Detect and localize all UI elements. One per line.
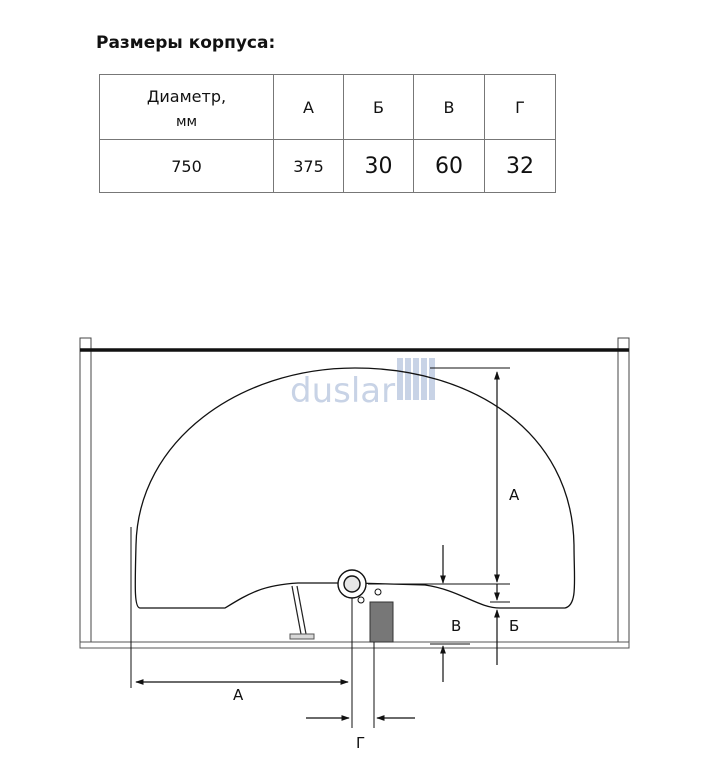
- cabinet-left-wall: [80, 338, 91, 642]
- cabinet-right-wall: [618, 338, 629, 642]
- cell-diameter: 750: [100, 140, 274, 193]
- label-g: Г: [356, 734, 366, 752]
- header-a: А: [274, 75, 344, 140]
- header-g: Г: [485, 75, 556, 140]
- dimension-v: [430, 545, 470, 682]
- dimension-g: [306, 700, 415, 752]
- label-v: В: [451, 617, 462, 635]
- support-leg: [290, 586, 314, 639]
- cabinet-bottom: [80, 642, 629, 648]
- cell-v: 60: [414, 140, 485, 193]
- label-b: Б: [509, 617, 520, 635]
- cell-a: 375: [274, 140, 344, 193]
- header-b: Б: [344, 75, 414, 140]
- mounting-bracket: [370, 602, 393, 642]
- header-v: В: [414, 75, 485, 140]
- watermark-text: duslar: [290, 371, 396, 411]
- dimension-a-horizontal: [131, 527, 348, 704]
- label-a-vertical: А: [509, 486, 520, 504]
- page-title: Размеры корпуса:: [96, 33, 276, 53]
- header-diameter-label: Диаметр,: [146, 87, 227, 106]
- cell-b: 30: [344, 140, 414, 193]
- label-a-horizontal: А: [233, 686, 244, 704]
- cell-g: 32: [485, 140, 556, 193]
- dimension-b: [490, 584, 519, 665]
- watermark-logo-icon: [397, 358, 435, 400]
- header-diameter-unit: мм: [175, 114, 198, 130]
- pivot-hub: [338, 570, 381, 603]
